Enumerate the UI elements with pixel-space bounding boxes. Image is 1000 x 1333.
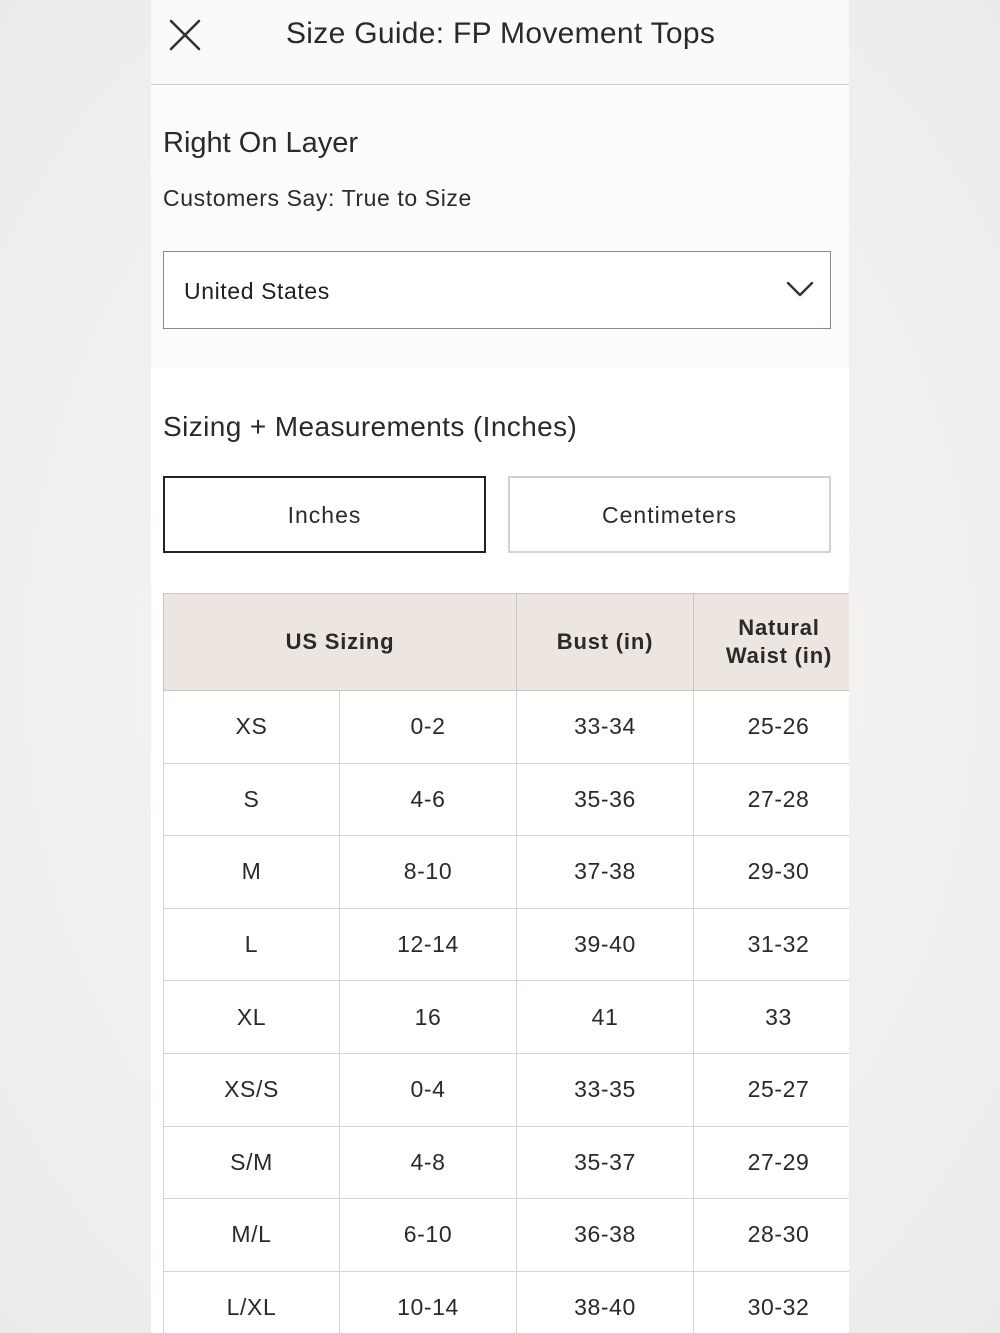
waist-cell: 27-29 — [694, 1126, 850, 1199]
waist-cell: 31-32 — [694, 908, 850, 981]
product-name: Right On Layer — [163, 127, 359, 159]
table-row — [164, 908, 850, 981]
table-row — [164, 1053, 850, 1126]
numeric-size-cell: 4-8 — [340, 1126, 517, 1199]
numeric-size-cell: 12-14 — [340, 908, 517, 981]
waist-cell: 33 — [694, 981, 850, 1054]
numeric-size-cell: 6-10 — [340, 1199, 517, 1272]
waist-cell: 29-30 — [694, 836, 850, 909]
header-bust: Bust (in) — [517, 594, 694, 691]
waist-cell: 25-26 — [694, 691, 850, 764]
waist-cell: 28-30 — [694, 1199, 850, 1272]
table-row — [164, 1271, 850, 1333]
bust-cell: 39-40 — [517, 908, 694, 981]
country-select-value: United States — [184, 278, 330, 304]
numeric-size-cell: 0-2 — [340, 691, 517, 764]
centimeters-toggle-button[interactable]: Centimeters — [508, 476, 831, 553]
size-cell: XS/S — [164, 1053, 340, 1126]
bust-cell: 38-40 — [517, 1271, 694, 1333]
close-icon — [167, 17, 203, 53]
measurements-title: Sizing + Measurements (Inches) — [163, 411, 578, 442]
table-row — [164, 981, 850, 1054]
bust-cell: 36-38 — [517, 1199, 694, 1272]
bust-cell: 33-35 — [517, 1053, 694, 1126]
table-row — [164, 1199, 850, 1272]
page-title: Size Guide: FP Movement Tops — [286, 17, 716, 50]
numeric-size-cell: 10-14 — [340, 1271, 517, 1333]
size-cell: L/XL — [164, 1271, 340, 1333]
waist-cell: 27-28 — [694, 763, 850, 836]
numeric-size-cell: 16 — [340, 981, 517, 1054]
numeric-size-cell: 4-6 — [340, 763, 517, 836]
header-us-sizing: US Sizing — [164, 594, 517, 691]
bust-cell: 35-36 — [517, 763, 694, 836]
table-row — [164, 691, 850, 764]
header-natural-waist — [694, 594, 850, 691]
size-guide-panel — [151, 0, 849, 1333]
numeric-size-cell: 0-4 — [340, 1053, 517, 1126]
table-row — [164, 836, 850, 909]
size-guide-header — [151, 0, 849, 85]
size-cell: XS — [164, 691, 340, 764]
country-select[interactable] — [163, 251, 831, 329]
size-cell: M — [164, 836, 340, 909]
table-header-row — [164, 594, 850, 691]
inches-toggle-button[interactable]: Inches — [163, 476, 486, 553]
size-cell: M/L — [164, 1199, 340, 1272]
table-row — [164, 763, 850, 836]
fit-note: Customers Say: True to Size — [163, 185, 472, 211]
numeric-size-cell: 8-10 — [340, 836, 517, 909]
header-natural-waist-label: Natural Waist (in) — [725, 615, 833, 668]
close-button[interactable] — [167, 17, 203, 53]
bust-cell: 35-37 — [517, 1126, 694, 1199]
size-cell: S — [164, 763, 340, 836]
bust-cell: 37-38 — [517, 836, 694, 909]
size-cell: XL — [164, 981, 340, 1054]
chevron-down-icon — [786, 279, 814, 299]
waist-cell: 25-27 — [694, 1053, 850, 1126]
size-cell: L — [164, 908, 340, 981]
bust-cell: 33-34 — [517, 691, 694, 764]
size-table — [163, 593, 849, 1333]
table-row — [164, 1126, 850, 1199]
waist-cell: 30-32 — [694, 1271, 850, 1333]
size-cell: S/M — [164, 1126, 340, 1199]
bust-cell: 41 — [517, 981, 694, 1054]
